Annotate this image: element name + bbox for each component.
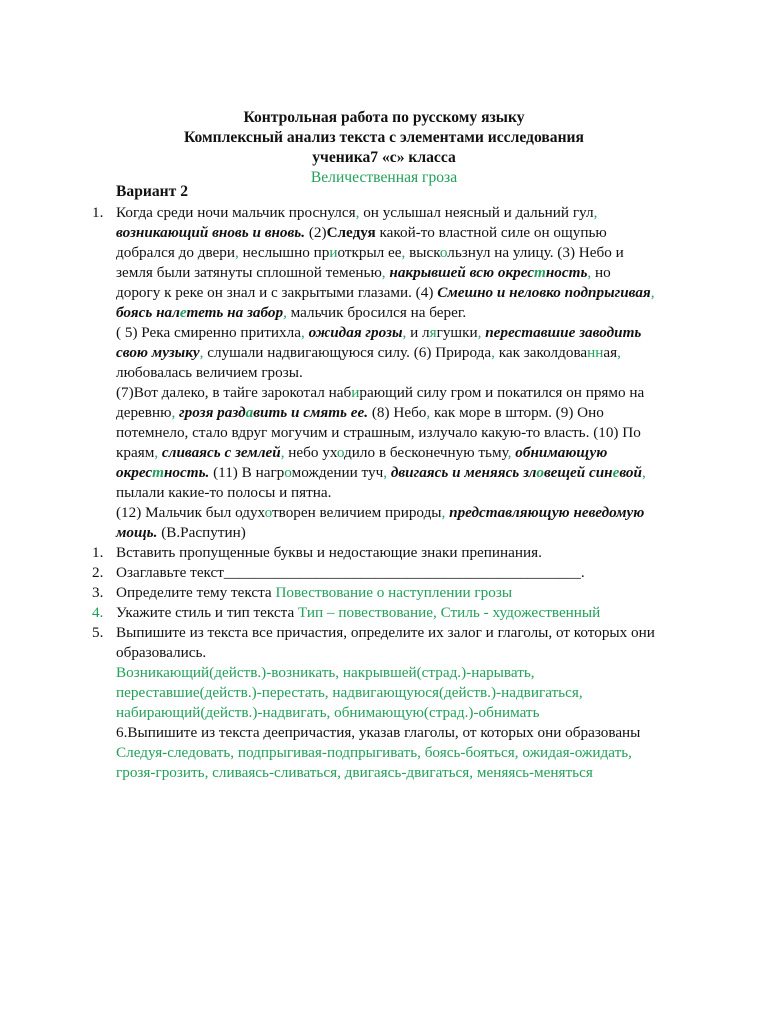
task-number: 1. — [92, 544, 104, 561]
text-run: (12) Мальчик был одух — [116, 504, 265, 521]
paragraph-content — [116, 504, 644, 541]
title-line-1: Контрольная работа по русскому языку — [243, 109, 525, 126]
text-run: обнимающую окрес — [116, 444, 608, 481]
text-run: ая — [603, 344, 618, 361]
text-run: двигаясь и меняясь зл — [390, 464, 537, 481]
text-run: т — [152, 464, 164, 481]
text-run: представляющую неведомую мощь. — [116, 504, 645, 541]
text-run: мождении туч — [291, 464, 384, 481]
task-number: 3. — [92, 584, 104, 601]
text-run: (7)Вот далеко, в тайге зарокотал наб — [116, 384, 352, 401]
text-run: , — [300, 324, 305, 341]
text-run: открыл ее — [337, 244, 402, 261]
text-run: , — [199, 344, 204, 361]
text-run: , — [491, 344, 495, 361]
text-run: о — [536, 464, 544, 481]
task-5 — [92, 623, 656, 663]
text-run: гушки — [436, 324, 478, 341]
text-run: , — [641, 464, 646, 481]
paragraph-content — [116, 204, 655, 321]
text-run: как заколдова — [494, 344, 588, 361]
text-run: , — [283, 304, 287, 321]
task-2 — [92, 563, 656, 583]
text-run: грозя разд — [179, 404, 246, 421]
text-run: о — [439, 244, 448, 261]
text-run: т — [534, 264, 546, 281]
text-run: дило в бесконечную тьму — [344, 444, 508, 461]
task-number: 4. — [92, 604, 104, 621]
paragraph-content — [116, 384, 646, 501]
text-run: , — [280, 444, 285, 461]
text-run: ожидая грозы — [308, 324, 403, 341]
text-run: (8) Небо — [368, 404, 427, 421]
text-run: , — [650, 284, 655, 301]
task-answer: Повествование о наступлении грозы — [275, 584, 513, 601]
text-paragraph-2 — [116, 323, 656, 383]
text-run: пылали какие-то полосы и пятна. — [116, 484, 332, 501]
text-run: он услышал неясный и дальний гул — [359, 204, 594, 221]
text-run: ( 5) Река смиренно притихла — [116, 324, 301, 341]
text-run: вить и смять ее. — [253, 404, 369, 421]
text-run: , — [426, 404, 431, 421]
text-paragraph-1 — [92, 203, 656, 323]
text-run: я — [429, 324, 437, 341]
text-run: , — [587, 264, 592, 281]
text-run: , — [441, 504, 446, 521]
text-run: ность — [545, 264, 588, 281]
document-body — [92, 203, 656, 783]
text-run: Смешно и неловко подпрыгивая — [437, 284, 651, 301]
text-run: , — [401, 244, 406, 261]
title-line-3: ученика7 «с» класса — [312, 149, 456, 166]
text-run: рающий силу гром и покатился он прямо на деревню — [116, 384, 645, 421]
task-6-answer: Следуя-следовать, подпрыгивая-подпрыгивать, боясь-бояться, ожидая-ожидать, грозя-грозить, сливаясь-сливаться, двигаясь-двигаться, меняясь-меняться — [116, 744, 632, 781]
text-run: слушали надвигающуюся силу. (6) Природа — [203, 344, 492, 361]
task-text: Укажите стиль и тип текста — [116, 604, 299, 621]
text-run: , — [235, 244, 239, 261]
text-run: , — [154, 444, 159, 461]
text-run: и — [351, 384, 360, 401]
task-4 — [92, 603, 656, 623]
text-run: е — [179, 304, 187, 321]
variant-label: Вариант 2 — [116, 183, 188, 200]
text-run: , — [593, 204, 598, 221]
text-run: и — [329, 244, 338, 261]
document-header — [0, 108, 768, 188]
text-run: о — [284, 464, 292, 481]
text-paragraph-4 — [116, 503, 656, 543]
task-text: Определите тему текста — [116, 584, 276, 601]
text-run: сливаясь с землей — [161, 444, 281, 461]
text-run: , — [171, 404, 176, 421]
text-run: какой-то властной силе он ощупью добрался до двери — [116, 224, 607, 261]
text-run: но дорогу к реке он знал и с закрытыми глазами. (4) — [116, 264, 611, 301]
task-5-answer: Возникающий(действ.)-возникать, накрывшей(страд.)-нарывать, переставшие(действ.)-перестать, надвигающуюся(действ.)-надвигаться, набирающий(действ.)-надвигать, обнимающую(страд.)-обнимать — [116, 664, 583, 721]
text-run: о — [264, 504, 272, 521]
text-run: , — [355, 204, 360, 221]
text-run: о — [336, 444, 345, 461]
text-run: Следуя — [326, 224, 376, 241]
text-run: ность. — [164, 464, 210, 481]
text-run: , — [507, 444, 512, 461]
title-line-2: Комплексный анализ текста с элементами исследования — [184, 129, 584, 146]
task-1 — [92, 543, 656, 563]
task-6: 6.Выпишите из текста деепричастия, указав глаголы, от которых они образованы — [116, 724, 641, 741]
text-run: (11) В нагр — [209, 464, 285, 481]
text-run: как море в шторм. (9) Оно потемнело, стало вдруг могучим и страшным, излучало какую-то власть. (10) По краям — [116, 404, 641, 461]
text-title: Величественная гроза — [310, 169, 458, 186]
text-run: е — [612, 464, 620, 481]
task-3 — [92, 583, 656, 603]
text-run: , — [617, 344, 621, 361]
text-run: мальчик бросился на берег. — [286, 304, 467, 321]
text-run: , — [381, 264, 386, 281]
text-run: , — [383, 464, 388, 481]
text-run: (В.Распутин) — [157, 524, 246, 541]
list-number: 1. — [92, 204, 104, 221]
paragraph-content — [116, 324, 641, 381]
text-run: (2) — [305, 224, 327, 241]
text-run: творен величием природы — [271, 504, 442, 521]
task-text: Вставить пропущенные буквы и недостающие знаки препинания. — [116, 544, 542, 561]
task-number: 5. — [92, 624, 104, 641]
text-run: льзнул на улицу. (3) Небо и земля были затянуты сплошной теменью — [116, 244, 624, 281]
task-text: Выпишите из текста все причастия, определите их залог и глаголы, от которых они образовались. — [116, 624, 655, 661]
task-number: 2. — [92, 564, 104, 581]
text-run: выск — [405, 244, 440, 261]
text-run: небо ух — [284, 444, 337, 461]
text-run: неслышно пр — [238, 244, 330, 261]
text-run: вещей син — [543, 464, 613, 481]
text-run: а — [245, 404, 254, 421]
text-run: теть на забор — [186, 304, 284, 321]
text-run: , — [477, 324, 482, 341]
text-run: боясь нал — [116, 304, 180, 321]
text-run: вой — [619, 464, 642, 481]
text-run: любовалась величием грозы. — [116, 364, 303, 381]
text-run: Когда среди ночи мальчик проснулся — [116, 204, 356, 221]
text-run: переставшие заводить свою музыку — [116, 324, 642, 361]
task-answer: Тип – повествование, Стиль - художественный — [298, 604, 601, 621]
text-run: накрывшей всю окрес — [389, 264, 535, 281]
text-paragraph-3 — [116, 383, 656, 503]
text-run: и л — [406, 324, 430, 341]
text-run: возникающий вновь и вновь. — [116, 224, 306, 241]
text-run: нн — [587, 344, 604, 361]
task-text: Озаглавьте текст_______________________________________________. — [116, 564, 585, 581]
text-run: , — [402, 324, 407, 341]
